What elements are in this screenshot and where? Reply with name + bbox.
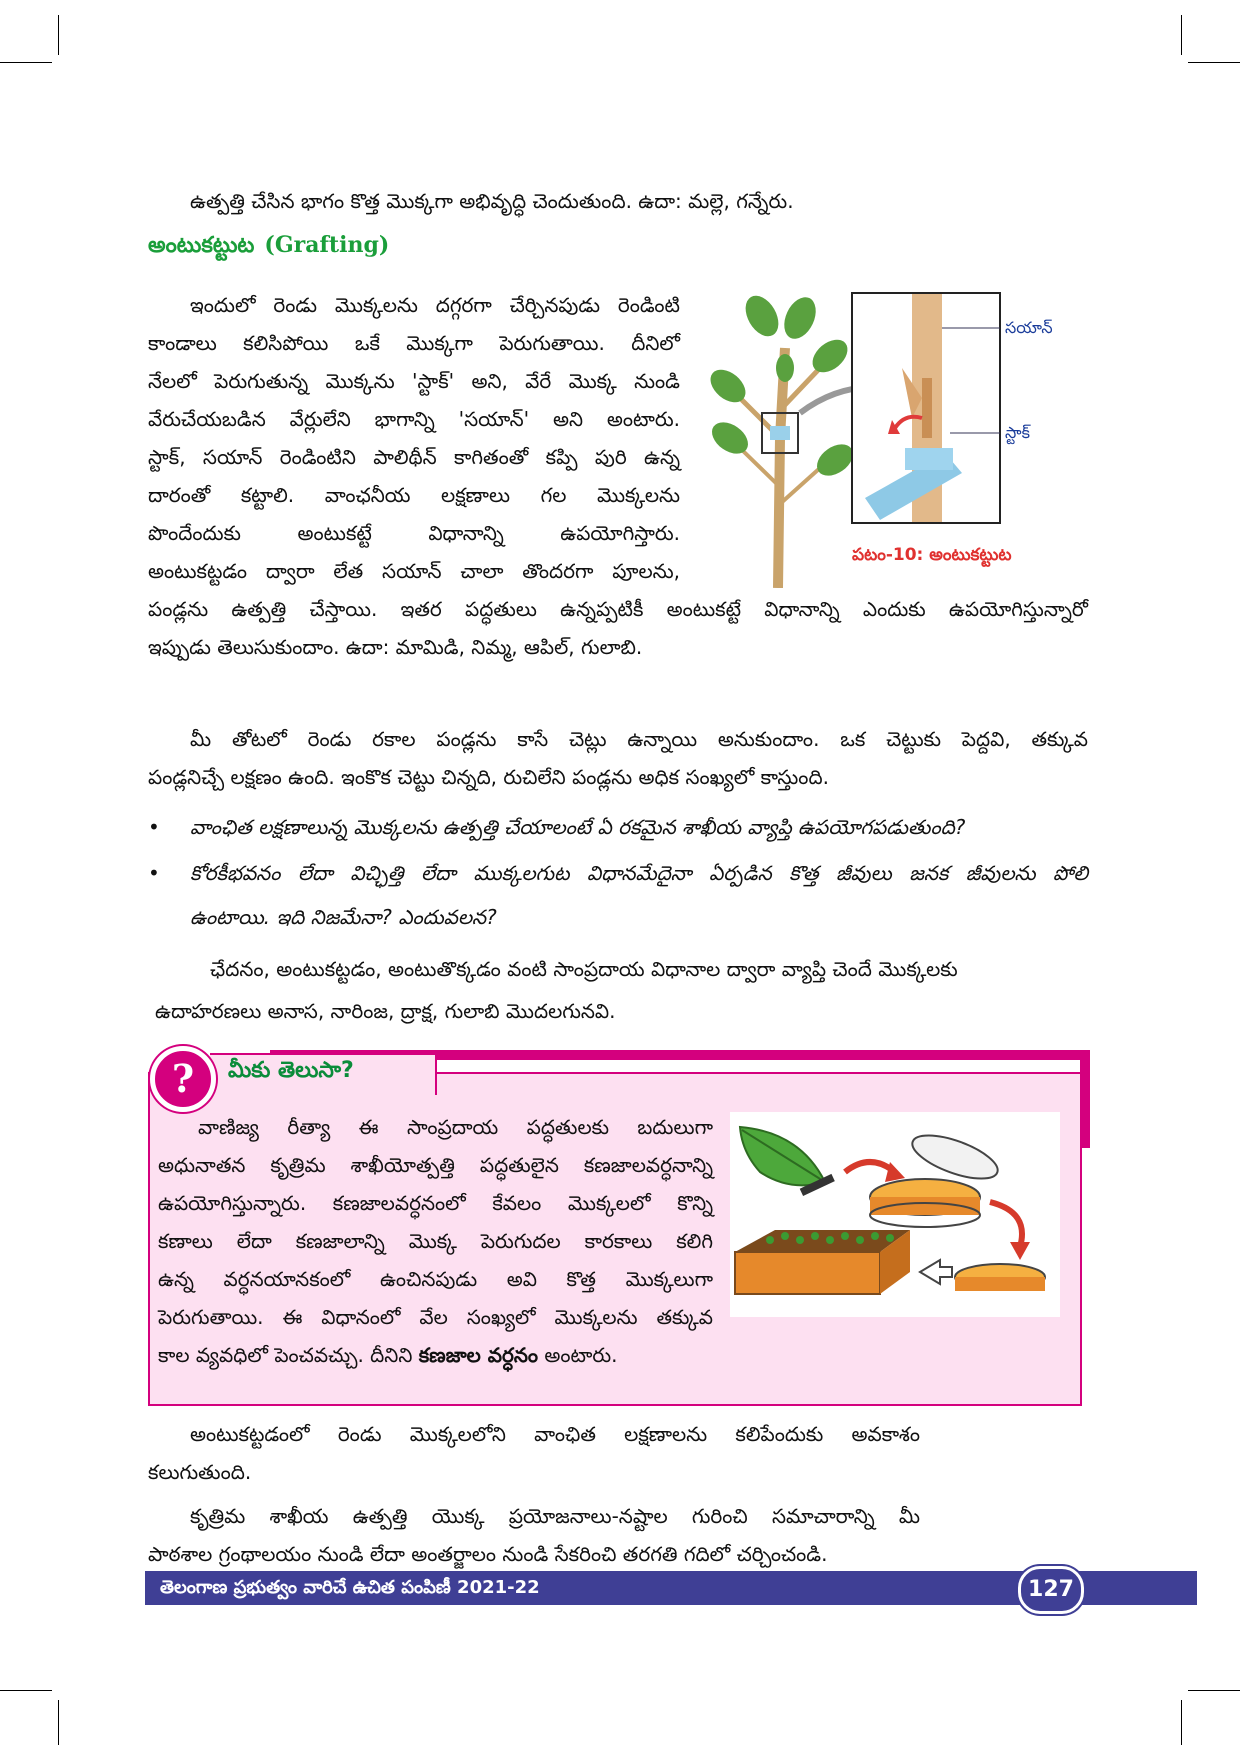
tissue-culture-illustration bbox=[730, 1112, 1060, 1317]
intro-paragraph: ఉత్పత్తి చేసిన భాగం కొత్త మొక్కగా అభివృద్ధి చెందుతుంది. ఉదా: మల్లె, గన్నేరు. bbox=[190, 189, 794, 213]
bullet-dot: • bbox=[148, 815, 160, 839]
footer-text: తెలంగాణ ప్రభుత్వం వారిచే ఉచిత పంపిణీ 2021-22 bbox=[160, 1577, 540, 1598]
text-line: పండ్లనిచ్చే లక్షణం ఉంది. ఇంకొక చెట్టు చిన్నది, రుచిలేని పండ్లను అధిక సంఖ్యలో కాస్తుంది. bbox=[148, 765, 829, 789]
text-line: ఇందులో రెండు మొక్కలను దగ్గరగా చేర్చినపుడు రెండింటి bbox=[190, 293, 680, 317]
text-line bbox=[158, 1336, 713, 1374]
crop-mark bbox=[0, 62, 52, 63]
text-line: పొందేందుకు అంటుకట్టే విధానాన్ని ఉపయోగిస్తారు. bbox=[148, 521, 680, 545]
text-line: ఉపయోగిస్తున్నారు. కణజాలవర్ధనంలో కేవలం మొక్కలలో కొన్ని bbox=[158, 1191, 713, 1215]
grafting-illustration bbox=[700, 288, 1085, 588]
grafting-figure bbox=[700, 288, 1085, 588]
text-line: అధునాతన కృత్రిమ శాఖీయోత్పత్తి పద్ధతులైన కణజాలవర్ధనాన్ని bbox=[158, 1153, 713, 1177]
text-span: కాల వ్యవధిలో పెంచవచ్చు. దీనిని bbox=[158, 1343, 413, 1367]
term-tissue-culture: కణజాల వర్ధనం bbox=[418, 1343, 539, 1367]
text-line: నేలలో పెరుగుతున్న మొక్కను 'స్టాక్' అని, వేరే మొక్క నుండి bbox=[148, 369, 680, 393]
bullet-dot: • bbox=[148, 861, 160, 885]
stock-label: స్టాక్ bbox=[1005, 423, 1030, 442]
heading-telugu: అంటుకట్టుట bbox=[148, 233, 255, 258]
question-mark-icon bbox=[150, 1046, 216, 1112]
question-2-line: ఉంటాయి. ఇది నిజమేనా? ఎందువలన? bbox=[190, 905, 497, 929]
text-line: దారంతో కట్టాలి. వాంఛనీయ లక్షణాలు గల మొక్కలను bbox=[148, 483, 680, 507]
text-line: కృత్రిమ శాఖీయ ఉత్పత్తి యొక్క ప్రయోజనాలు-నష్టాల గురించి సమాచారాన్ని మీ bbox=[190, 1504, 920, 1528]
figure-caption: పటం-10: అంటుకట్టుట bbox=[852, 545, 1012, 565]
question-mark-glyph: ? bbox=[171, 1056, 195, 1101]
text-line: ఛేదనం, అంటుకట్టడం, అంటుతొక్కడం వంటి సాంప్రదాయ విధానాల ద్వారా వ్యాప్తి చెందే మొక్కలకు bbox=[210, 957, 958, 981]
scion-label: సయాన్ bbox=[1005, 318, 1053, 337]
text-line: ఉన్న వర్ధనయానకంలో ఉంచినపుడు అవి కొత్త మొక్కలుగా bbox=[158, 1267, 713, 1291]
text-line: వాణిజ్య రీత్యా ఈ సాంప్రదాయ పద్ధతులకు బదులుగా bbox=[198, 1115, 713, 1139]
text-line: పాఠశాల గ్రంథాలయం నుండి లేదా అంతర్జాలం నుండి సేకరించి తరగతి గదిలో చర్చించండి. bbox=[148, 1542, 828, 1566]
text-line: ఇప్పుడు తెలుసుకుందాం. ఉదా: మామిడి, నిమ్మ, ఆపిల్, గులాబి. bbox=[148, 635, 643, 659]
page-number: 127 bbox=[1018, 1566, 1084, 1614]
text-span: అంటారు. bbox=[544, 1343, 618, 1367]
text-line: కలుగుతుంది. bbox=[148, 1460, 252, 1484]
did-you-know-title: మీకు తెలుసా? bbox=[228, 1058, 354, 1083]
text-line: అంటుకట్టడంలో రెండు మొక్కలలోని వాంఛిత లక్షణాలను కలిపేందుకు అవకాశం bbox=[190, 1422, 920, 1446]
crop-mark bbox=[58, 15, 59, 55]
text-line: పండ్లను ఉత్పత్తి చేస్తాయి. ఇతర పద్ధతులు ఉన్నప్పటికీ అంటుకట్టే విధానాన్ని ఎందుకు ఉపయోగిస్తున్నారో bbox=[148, 597, 1088, 621]
crop-mark bbox=[58, 1700, 59, 1745]
text-line: పెరుగుతాయి. ఈ విధానంలో వేల సంఖ్యలో మొక్కలను తక్కువ bbox=[158, 1305, 713, 1329]
text-line: కాండాలు కలిసిపోయి ఒకే మొక్కగా పెరుగుతాయి. దీనిలో bbox=[148, 331, 680, 355]
section-heading bbox=[148, 232, 389, 263]
crop-mark bbox=[1181, 15, 1182, 55]
text-line: స్టాక్, సయాన్ రెండింటిని పాలిథీన్ కాగితంతో కప్పి పురి ఉన్న bbox=[148, 445, 680, 469]
tissue-culture-figure bbox=[730, 1112, 1060, 1317]
heading-english: (Grafting) bbox=[264, 232, 390, 258]
question-1: వాంఛిత లక్షణాలున్న మొక్కలను ఉత్పత్తి చేయాలంటే ఏ రకమైన శాఖీయ వ్యాప్తి ఉపయోగపడుతుంది? bbox=[190, 815, 966, 839]
text-line: ఉదాహరణలు అనాస, నారింజ, ద్రాక్ష, గులాబి మొదలగునవి. bbox=[155, 999, 616, 1023]
crop-mark bbox=[1188, 62, 1240, 63]
crop-mark bbox=[0, 1690, 52, 1691]
crop-mark bbox=[1181, 1700, 1182, 1745]
text-line: కణాలు లేదా కణజాలాన్ని మొక్క పెరుగుదల కారకాలు కలిగి bbox=[158, 1229, 713, 1253]
text-line: అంటుకట్టడం ద్వారా లేత సయాన్ చాలా తొందరగా పూలను, bbox=[148, 559, 680, 583]
text-line: మీ తోటలో రెండు రకాల పండ్లను కాసే చెట్లు ఉన్నాయి అనుకుందాం. ఒక చెట్టుకు పెద్దవి, తక్కువ bbox=[190, 727, 1088, 751]
text-line: వేరుచేయబడిన వేర్లులేని భాగాన్ని 'సయాన్' అని అంటారు. bbox=[148, 407, 680, 431]
crop-mark bbox=[1188, 1690, 1240, 1691]
did-you-know-text bbox=[158, 1108, 713, 1374]
question-2-line: కోరకీభవనం లేదా విచ్ఛిత్తి లేదా ముక్కలగుట విధానమేదైనా ఏర్పడిన కొత్త జీవులు జనక జీవులను పోలి bbox=[190, 861, 1088, 885]
